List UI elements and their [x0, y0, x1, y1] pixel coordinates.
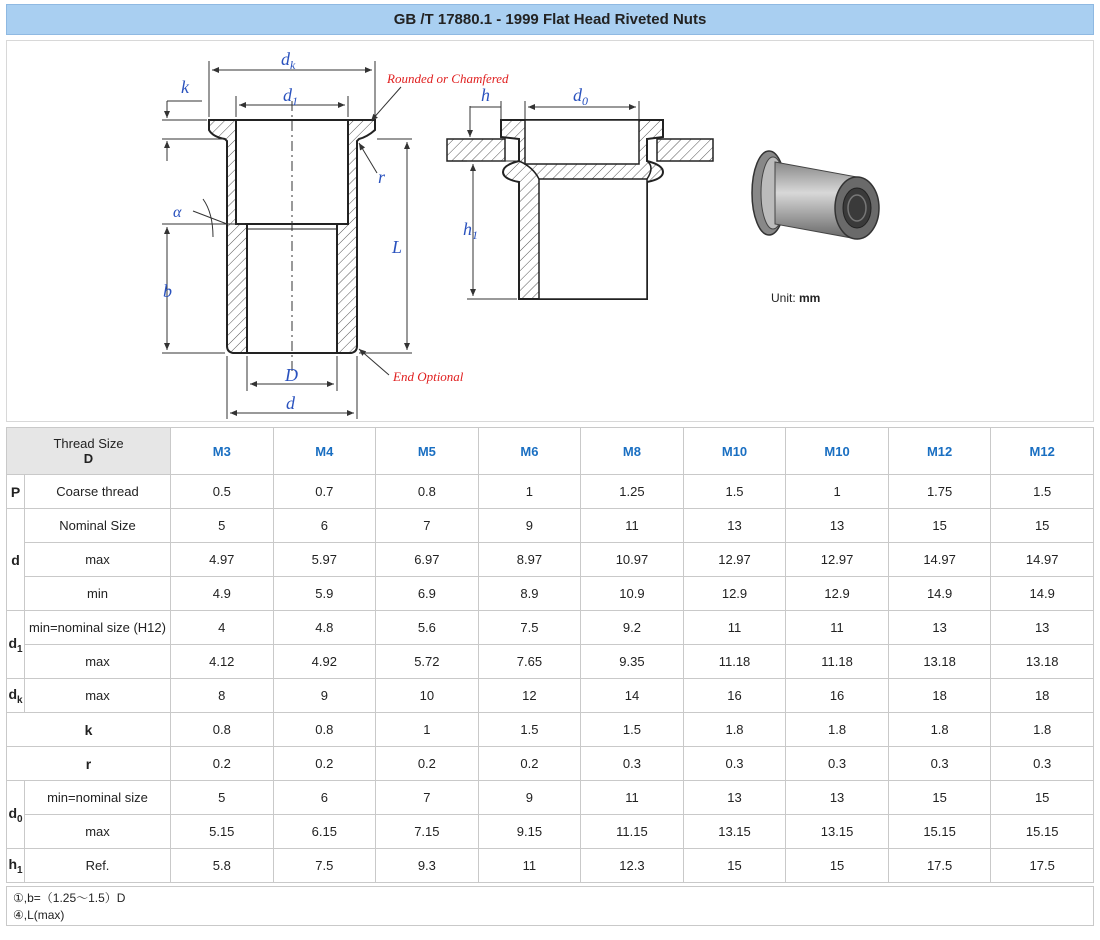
- table-cell: 4.8: [273, 611, 376, 645]
- table-row: [7, 543, 1094, 577]
- table-cell: 5.72: [376, 645, 479, 679]
- table-cell: 12.9: [786, 577, 889, 611]
- table-cell: 7: [376, 509, 479, 543]
- table-cell: 9.15: [478, 815, 581, 849]
- table-cell: 0.8: [376, 475, 479, 509]
- spec-table: [6, 427, 1094, 883]
- page-title: GB /T 17880.1 - 1999 Flat Head Riveted Nuts: [6, 4, 1094, 35]
- table-cell: 11.15: [581, 815, 684, 849]
- table-cell: 9: [478, 509, 581, 543]
- table-cell: 0.3: [888, 747, 991, 781]
- label-dk: $d_k$: [281, 49, 296, 72]
- table-cell: 13: [683, 781, 786, 815]
- table-cell: 15.15: [888, 815, 991, 849]
- table-cell: 15: [991, 509, 1094, 543]
- installed-view: [447, 120, 713, 299]
- table-cell: 9: [478, 781, 581, 815]
- table-cell: 13: [786, 509, 889, 543]
- row-label: max: [25, 645, 171, 679]
- table-cell: 1.25: [581, 475, 684, 509]
- table-cell: 4.12: [171, 645, 274, 679]
- table-cell: 12.9: [683, 577, 786, 611]
- table-row: [7, 645, 1094, 679]
- label-k: k: [181, 77, 189, 97]
- table-cell: 1.5: [478, 713, 581, 747]
- table-cell: 11: [581, 509, 684, 543]
- table-row: [7, 713, 1094, 747]
- table-cell: 1.8: [991, 713, 1094, 747]
- rivet-nut-drawings: [7, 41, 1093, 421]
- label-h: h: [481, 85, 490, 105]
- table-cell: 15: [888, 509, 991, 543]
- table-cell: 14.9: [991, 577, 1094, 611]
- table-cell: 16: [786, 679, 889, 713]
- label-b: b: [163, 281, 172, 301]
- table-cell: 7.5: [273, 849, 376, 883]
- table-cell: 1.8: [683, 713, 786, 747]
- row-label: min=nominal size: [25, 781, 171, 815]
- table-cell: 14.97: [888, 543, 991, 577]
- table-cell: 13: [786, 781, 889, 815]
- table-cell: 0.3: [581, 747, 684, 781]
- footnote-L: ④,L(max): [13, 908, 65, 922]
- table-cell: 5.6: [376, 611, 479, 645]
- table-cell: 14.9: [888, 577, 991, 611]
- row-symbol: P: [7, 475, 25, 509]
- table-cell: 15: [888, 781, 991, 815]
- table-cell: 0.5: [171, 475, 274, 509]
- table-cell: 8: [171, 679, 274, 713]
- row-symbol: $h_1$: [7, 849, 25, 883]
- table-cell: 5.8: [171, 849, 274, 883]
- table-cell: 0.2: [478, 747, 581, 781]
- table-cell: 12.3: [581, 849, 684, 883]
- table-cell: 1.5: [581, 713, 684, 747]
- table-cell: 1: [376, 713, 479, 747]
- notes-left: [386, 71, 509, 384]
- technical-drawing: [6, 40, 1094, 422]
- table-cell: 0.3: [683, 747, 786, 781]
- row-symbol: r: [7, 747, 171, 781]
- label-alpha: α: [173, 204, 182, 221]
- table-row: [7, 509, 1094, 543]
- table-cell: 9.35: [581, 645, 684, 679]
- table-cell: 5.9: [273, 577, 376, 611]
- table-cell: 15: [991, 781, 1094, 815]
- footnotes: [6, 886, 1094, 926]
- row-symbol: $d_0$: [7, 781, 25, 849]
- table-cell: 15: [786, 849, 889, 883]
- size-header: M10: [786, 428, 889, 475]
- size-header: M8: [581, 428, 684, 475]
- table-cell: 11.18: [786, 645, 889, 679]
- table-cell: 4.92: [273, 645, 376, 679]
- row-label: Coarse thread: [25, 475, 171, 509]
- table-row: [7, 747, 1094, 781]
- size-header: M4: [273, 428, 376, 475]
- table-cell: 14.97: [991, 543, 1094, 577]
- size-header: M10: [683, 428, 786, 475]
- row-symbol: $d_k$: [7, 679, 25, 713]
- table-row: [7, 611, 1094, 645]
- table-cell: 1.5: [991, 475, 1094, 509]
- table-row: [7, 475, 1094, 509]
- table-cell: 4: [171, 611, 274, 645]
- table-row: [7, 849, 1094, 883]
- table-cell: 1.8: [888, 713, 991, 747]
- size-header: M12: [888, 428, 991, 475]
- table-cell: 0.3: [786, 747, 889, 781]
- table-cell: 7.65: [478, 645, 581, 679]
- table-cell: 5.15: [171, 815, 274, 849]
- table-cell: 9.3: [376, 849, 479, 883]
- rivet-nut-photo: [752, 151, 879, 239]
- table-cell: 11: [581, 781, 684, 815]
- table-cell: 7.15: [376, 815, 479, 849]
- table-cell: 6: [273, 509, 376, 543]
- table-cell: 7: [376, 781, 479, 815]
- table-cell: 0.8: [273, 713, 376, 747]
- table-cell: 1.8: [786, 713, 889, 747]
- table-cell: 10.97: [581, 543, 684, 577]
- table-cell: 9.2: [581, 611, 684, 645]
- table-cell: 13: [888, 611, 991, 645]
- thread-size-header: Thread Size D: [7, 428, 171, 475]
- table-row: [7, 577, 1094, 611]
- size-header: M3: [171, 428, 274, 475]
- table-cell: 0.2: [273, 747, 376, 781]
- label-h1: $h_1$: [463, 219, 478, 242]
- table-cell: 5.97: [273, 543, 376, 577]
- footnote-b: ①,b=（1.25～1.5）D: [13, 891, 126, 905]
- label-r: r: [378, 167, 386, 187]
- table-cell: 5: [171, 509, 274, 543]
- table-cell: 6.15: [273, 815, 376, 849]
- table-cell: 11: [478, 849, 581, 883]
- row-label: min: [25, 577, 171, 611]
- table-cell: 13.15: [786, 815, 889, 849]
- table-cell: 14: [581, 679, 684, 713]
- table-cell: 11: [683, 611, 786, 645]
- table-cell: 4.97: [171, 543, 274, 577]
- table-cell: 17.5: [991, 849, 1094, 883]
- size-header: M6: [478, 428, 581, 475]
- label-d0: $d_0$: [573, 85, 588, 108]
- row-label: Nominal Size: [25, 509, 171, 543]
- label-D: D: [285, 365, 298, 385]
- row-symbol: d: [7, 509, 25, 611]
- table-cell: 13.18: [888, 645, 991, 679]
- note-end-optional: End Optional: [393, 369, 464, 384]
- table-cell: 8.97: [478, 543, 581, 577]
- table-cell: 5: [171, 781, 274, 815]
- table-cell: 9: [273, 679, 376, 713]
- table-cell: 6.9: [376, 577, 479, 611]
- row-label: min=nominal size (H12): [25, 611, 171, 645]
- row-label: max: [25, 815, 171, 849]
- table-cell: 6: [273, 781, 376, 815]
- label-d1: $d_1$: [283, 85, 298, 108]
- unit-label: Unit: mm: [771, 291, 821, 305]
- table-cell: 11: [786, 611, 889, 645]
- table-cell: 15.15: [991, 815, 1094, 849]
- table-cell: 1.75: [888, 475, 991, 509]
- size-header: M5: [376, 428, 479, 475]
- table-cell: 7.5: [478, 611, 581, 645]
- table-cell: 12: [478, 679, 581, 713]
- table-cell: 1: [478, 475, 581, 509]
- table-cell: 18: [888, 679, 991, 713]
- table-cell: 12.97: [683, 543, 786, 577]
- table-cell: 13: [991, 611, 1094, 645]
- table-cell: 4.9: [171, 577, 274, 611]
- table-cell: 13: [683, 509, 786, 543]
- table-cell: 0.7: [273, 475, 376, 509]
- section-view-left: [209, 101, 375, 371]
- table-cell: 0.2: [376, 747, 479, 781]
- table-row: [7, 815, 1094, 849]
- table-cell: 6.97: [376, 543, 479, 577]
- row-label: max: [25, 543, 171, 577]
- table-cell: 0.2: [171, 747, 274, 781]
- table-header-row: [7, 428, 1094, 475]
- size-header: M12: [991, 428, 1094, 475]
- table-cell: 16: [683, 679, 786, 713]
- row-label: Ref.: [25, 849, 171, 883]
- row-symbol: $d_1$: [7, 611, 25, 679]
- row-symbol: k: [7, 713, 171, 747]
- table-cell: 0.3: [991, 747, 1094, 781]
- table-cell: 11.18: [683, 645, 786, 679]
- table-cell: 18: [991, 679, 1094, 713]
- table-cell: 10: [376, 679, 479, 713]
- table-cell: 10.9: [581, 577, 684, 611]
- table-cell: 12.97: [786, 543, 889, 577]
- table-cell: 13.18: [991, 645, 1094, 679]
- table-cell: 15: [683, 849, 786, 883]
- table-row: [7, 679, 1094, 713]
- label-L: L: [392, 237, 403, 257]
- label-d: d: [286, 393, 295, 413]
- row-label: max: [25, 679, 171, 713]
- table-row: [7, 781, 1094, 815]
- table-cell: 1.5: [683, 475, 786, 509]
- table-cell: 1: [786, 475, 889, 509]
- table-cell: 0.8: [171, 713, 274, 747]
- note-rounded: Rounded or Chamfered: [387, 71, 509, 86]
- table-cell: 17.5: [888, 849, 991, 883]
- table-cell: 8.9: [478, 577, 581, 611]
- table-cell: 13.15: [683, 815, 786, 849]
